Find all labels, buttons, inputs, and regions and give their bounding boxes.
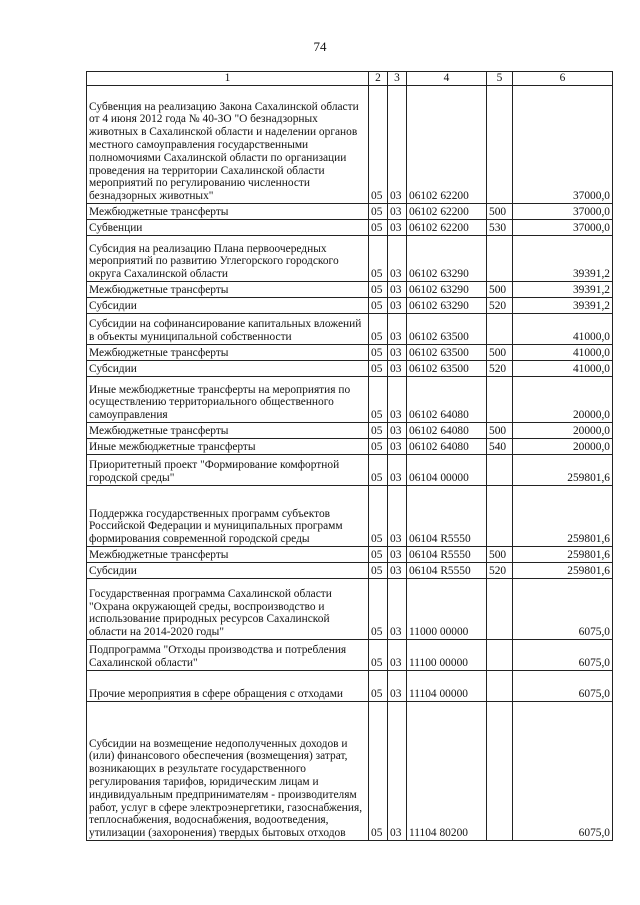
target-article-code: 06104 R5550 (407, 486, 487, 547)
section-code: 05 (369, 579, 388, 640)
table-row (87, 671, 613, 702)
amount: 39391,2 (513, 236, 613, 282)
table-row (87, 579, 613, 640)
expense-type-code: 530 (487, 220, 513, 236)
header-cell: 3 (388, 72, 407, 86)
section-code: 05 (369, 345, 388, 361)
target-article-code: 06104 R5550 (407, 563, 487, 579)
row-description: Субвенции (87, 220, 369, 236)
expense-type-code: 500 (487, 547, 513, 563)
subsection-code: 03 (388, 439, 407, 455)
table-row (87, 282, 613, 298)
row-description: Субсидии на возмещение недополученных доходов и (или) финансового обеспечения (возмещения) затрат, возникающих в результате государственного регулирования тарифов, юридическим лицам и индивидуальным предпринимателям - производителям работ, услуг в сфере электроэнергетики, газоснабжения, теплоснабжения, водоснабжения, водоотведения, утилизации (захоронения) твердых бытовых отходов (87, 702, 369, 841)
subsection-code: 03 (388, 486, 407, 547)
table-row (87, 345, 613, 361)
amount: 41000,0 (513, 345, 613, 361)
amount: 6075,0 (513, 702, 613, 841)
amount: 6075,0 (513, 640, 613, 671)
header-cell: 4 (407, 72, 487, 86)
expense-type-code (487, 377, 513, 423)
subsection-code: 03 (388, 377, 407, 423)
section-code: 05 (369, 486, 388, 547)
table-row (87, 702, 613, 841)
expense-type-code: 540 (487, 439, 513, 455)
section-code: 05 (369, 423, 388, 439)
amount: 39391,2 (513, 298, 613, 314)
section-code: 05 (369, 204, 388, 220)
row-description: Субсидии (87, 298, 369, 314)
row-description: Субвенция на реализацию Закона Сахалинской области от 4 июня 2012 года № 40-ЗО "О безнадзорных животных в Сахалинской области и наделении органов местного самоуправления государственными полномочиями Сахалинской области по организации проведения на территории Сахалинской области мероприятий по регулированию численности безнадзорных животных" (87, 86, 369, 204)
target-article-code: 06104 R5550 (407, 547, 487, 563)
expense-type-code: 520 (487, 563, 513, 579)
amount: 259801,6 (513, 455, 613, 486)
section-code: 05 (369, 236, 388, 282)
subsection-code: 03 (388, 671, 407, 702)
subsection-code: 03 (388, 702, 407, 841)
section-code: 05 (369, 361, 388, 377)
expense-type-code: 500 (487, 282, 513, 298)
section-code: 05 (369, 547, 388, 563)
amount: 259801,6 (513, 486, 613, 547)
section-code: 05 (369, 439, 388, 455)
section-code: 05 (369, 220, 388, 236)
section-code: 05 (369, 314, 388, 345)
row-description: Субсидии (87, 563, 369, 579)
row-description: Межбюджетные трансферты (87, 282, 369, 298)
amount: 41000,0 (513, 314, 613, 345)
expense-type-code (487, 486, 513, 547)
subsection-code: 03 (388, 314, 407, 345)
section-code: 05 (369, 671, 388, 702)
amount: 20000,0 (513, 377, 613, 423)
table-row (87, 563, 613, 579)
amount: 37000,0 (513, 220, 613, 236)
subsection-code: 03 (388, 282, 407, 298)
row-description: Субсидии на софинансирование капитальных вложений в объекты муниципальной собственности (87, 314, 369, 345)
subsection-code: 03 (388, 204, 407, 220)
expense-type-code (487, 702, 513, 841)
section-code: 05 (369, 563, 388, 579)
subsection-code: 03 (388, 423, 407, 439)
table-row (87, 236, 613, 282)
page-number: 74 (313, 39, 327, 54)
target-article-code: 11100 00000 (407, 640, 487, 671)
target-article-code: 06102 64080 (407, 439, 487, 455)
table-row (87, 86, 613, 204)
table-row (87, 455, 613, 486)
amount: 259801,6 (513, 547, 613, 563)
row-description: Субсидии (87, 361, 369, 377)
target-article-code: 06102 63290 (407, 298, 487, 314)
budget-table (86, 71, 613, 841)
table-row (87, 361, 613, 377)
table-row (87, 423, 613, 439)
expense-type-code (487, 579, 513, 640)
target-article-code: 06102 62200 (407, 86, 487, 204)
amount: 259801,6 (513, 563, 613, 579)
table-row (87, 314, 613, 345)
section-code: 05 (369, 702, 388, 841)
expense-type-code (487, 671, 513, 702)
table-row (87, 298, 613, 314)
row-description: Межбюджетные трансферты (87, 204, 369, 220)
table-row (87, 204, 613, 220)
amount: 39391,2 (513, 282, 613, 298)
amount: 20000,0 (513, 423, 613, 439)
amount: 6075,0 (513, 671, 613, 702)
table-row (87, 547, 613, 563)
subsection-code: 03 (388, 361, 407, 377)
amount: 20000,0 (513, 439, 613, 455)
header-cell: 6 (513, 72, 613, 86)
expense-type-code: 520 (487, 298, 513, 314)
expense-type-code (487, 236, 513, 282)
section-code: 05 (369, 86, 388, 204)
subsection-code: 03 (388, 220, 407, 236)
subsection-code: 03 (388, 345, 407, 361)
subsection-code: 03 (388, 86, 407, 204)
target-article-code: 11104 80200 (407, 702, 487, 841)
table-row (87, 220, 613, 236)
row-description: Межбюджетные трансферты (87, 547, 369, 563)
target-article-code: 06102 63500 (407, 345, 487, 361)
target-article-code: 06102 63500 (407, 314, 487, 345)
expense-type-code (487, 640, 513, 671)
table-row (87, 640, 613, 671)
expense-type-code: 520 (487, 361, 513, 377)
subsection-code: 03 (388, 547, 407, 563)
row-description: Прочие мероприятия в сфере обращения с отходами (87, 671, 369, 702)
subsection-code: 03 (388, 455, 407, 486)
target-article-code: 06102 63500 (407, 361, 487, 377)
amount: 6075,0 (513, 579, 613, 640)
amount: 37000,0 (513, 204, 613, 220)
section-code: 05 (369, 640, 388, 671)
header-cell: 5 (487, 72, 513, 86)
target-article-code: 06104 00000 (407, 455, 487, 486)
subsection-code: 03 (388, 640, 407, 671)
row-description: Подпрограмма "Отходы производства и потребления Сахалинской области" (87, 640, 369, 671)
row-description: Иные межбюджетные трансферты (87, 439, 369, 455)
row-description: Межбюджетные трансферты (87, 345, 369, 361)
target-article-code: 06102 63290 (407, 282, 487, 298)
row-description: Поддержка государственных программ субъектов Российской Федерации и муниципальных программ формирования современной городской среды (87, 486, 369, 547)
subsection-code: 03 (388, 298, 407, 314)
target-article-code: 06102 63290 (407, 236, 487, 282)
row-description: Иные межбюджетные трансферты на мероприятия по осуществлению территориального общественного самоуправления (87, 377, 369, 423)
header-cell: 1 (87, 72, 369, 86)
subsection-code: 03 (388, 579, 407, 640)
table-row (87, 439, 613, 455)
header-row (87, 72, 613, 86)
subsection-code: 03 (388, 236, 407, 282)
expense-type-code: 500 (487, 423, 513, 439)
expense-type-code (487, 86, 513, 204)
row-description: Государственная программа Сахалинской области "Охрана окружающей среды, воспроизводство и использование природных ресурсов Сахалинской области на 2014-2020 годы" (87, 579, 369, 640)
expense-type-code (487, 455, 513, 486)
section-code: 05 (369, 298, 388, 314)
row-description: Приоритетный проект "Формирование комфортной городской среды" (87, 455, 369, 486)
expense-type-code (487, 314, 513, 345)
table-row (87, 377, 613, 423)
expense-type-code: 500 (487, 204, 513, 220)
row-description: Межбюджетные трансферты (87, 423, 369, 439)
table-row (87, 486, 613, 547)
target-article-code: 06102 62200 (407, 220, 487, 236)
amount: 41000,0 (513, 361, 613, 377)
subsection-code: 03 (388, 563, 407, 579)
target-article-code: 06102 64080 (407, 423, 487, 439)
expense-type-code: 500 (487, 345, 513, 361)
target-article-code: 11000 00000 (407, 579, 487, 640)
amount: 37000,0 (513, 86, 613, 204)
section-code: 05 (369, 377, 388, 423)
target-article-code: 11104 00000 (407, 671, 487, 702)
row-description: Субсидия на реализацию Плана первоочередных мероприятий по развитию Углегорского городского округа Сахалинской области (87, 236, 369, 282)
section-code: 05 (369, 455, 388, 486)
target-article-code: 06102 64080 (407, 377, 487, 423)
target-article-code: 06102 62200 (407, 204, 487, 220)
header-cell: 2 (369, 72, 388, 86)
section-code: 05 (369, 282, 388, 298)
